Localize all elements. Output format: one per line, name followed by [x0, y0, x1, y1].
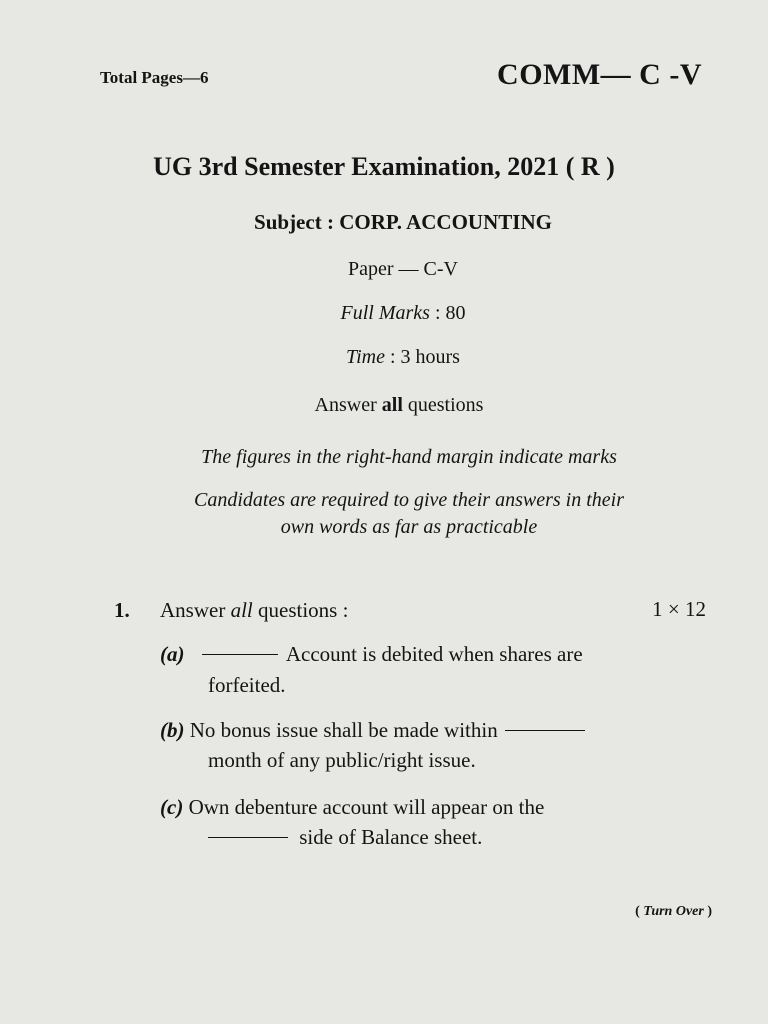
- sub-question-text: Own debenture account will appear on the: [188, 795, 545, 819]
- answer-blank: [505, 730, 585, 731]
- answer-blank: [208, 837, 288, 838]
- sub-question-text: side of Balance sheet.: [299, 825, 483, 849]
- exam-title: UG 3rd Semester Examination, 2021 ( R ): [153, 152, 615, 181]
- sub-question-label: (c): [160, 795, 184, 819]
- sub-question-b: [160, 718, 585, 743]
- full-marks-line: [0, 302, 768, 325]
- time-label: Time: [346, 346, 385, 368]
- paper-value: — C-V: [398, 258, 458, 280]
- answer-bold: all: [381, 394, 403, 416]
- subject-line: Subject : CORP. ACCOUNTING: [254, 210, 552, 234]
- question-number: 1.: [114, 598, 130, 622]
- full-marks-value: : 80: [434, 302, 466, 324]
- total-pages: Total Pages—6: [100, 68, 209, 87]
- paper-code: COMM— C -V: [497, 58, 702, 91]
- time-line: [0, 346, 768, 369]
- sub-question-c-line2: [208, 825, 482, 850]
- sub-question-c: [160, 795, 544, 820]
- candidates-instruction-line1: Candidates are required to give their answers in their: [194, 489, 624, 511]
- answer-prefix: Answer: [314, 394, 377, 416]
- question-lead: [160, 598, 348, 623]
- paper-label: Paper: [348, 258, 394, 280]
- sub-question-text: No bonus issue shall be made within: [189, 718, 498, 742]
- question-lead-suffix: questions :: [258, 598, 349, 622]
- full-marks-label: Full Marks: [340, 302, 430, 324]
- sub-question-a-line2: forfeited.: [208, 673, 286, 697]
- sub-question-b-line2: month of any public/right issue.: [208, 748, 476, 772]
- answer-blank: [202, 654, 278, 655]
- turn-over-note: ( Turn Over ): [635, 904, 712, 919]
- question-lead-prefix: Answer: [160, 598, 226, 622]
- question-marks: 1 × 12: [652, 597, 706, 621]
- sub-question-label: (b): [160, 718, 185, 742]
- sub-question-text: Account is debited when shares are: [285, 642, 583, 666]
- time-value: : 3 hours: [389, 346, 460, 368]
- answer-suffix: questions: [407, 394, 484, 416]
- paper-line: [0, 258, 768, 281]
- answer-all-line: [0, 394, 768, 417]
- sub-question-a: [160, 642, 583, 667]
- question-lead-italic: all: [230, 598, 253, 622]
- sub-question-label: (a): [160, 642, 185, 666]
- marks-instruction: The figures in the right-hand margin indicate marks: [201, 446, 617, 468]
- candidates-instruction-line2: own words as far as practicable: [280, 516, 538, 538]
- turn-over-text: Turn Over: [643, 904, 704, 919]
